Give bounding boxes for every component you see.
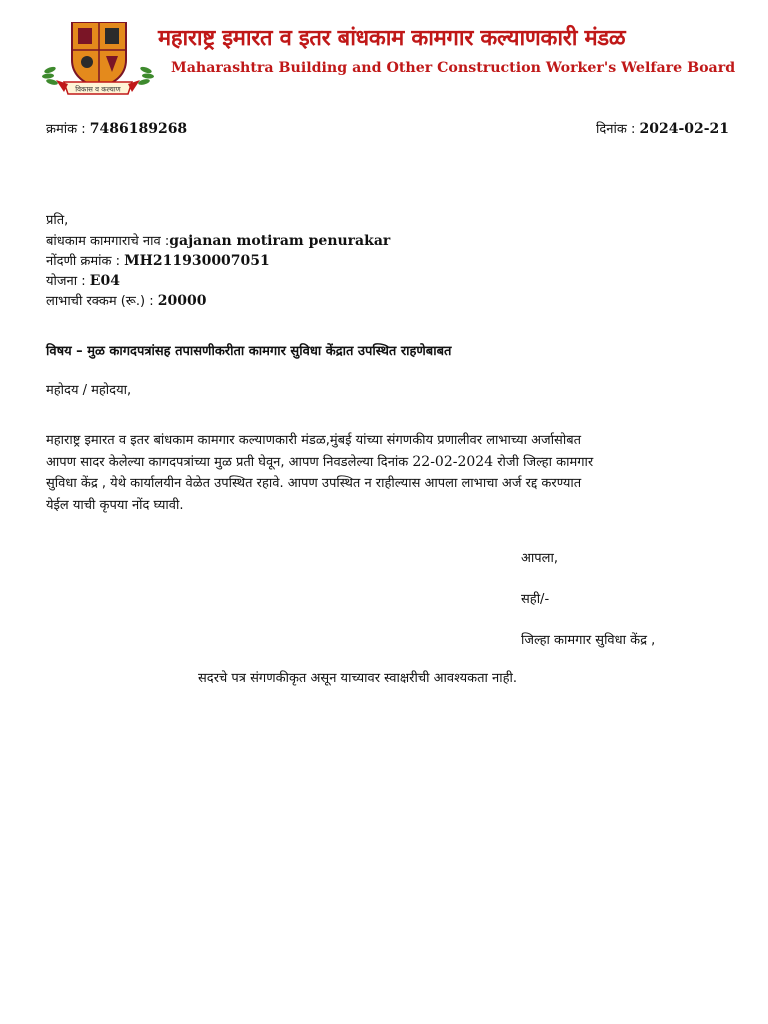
reference-number-label: क्रमांक : xyxy=(46,122,90,137)
body-line-2-start: आपण सादर केलेल्या कागदपत्रांच्या मुळ प्रती घेवून, आपण निवडलेल्या दिनांक xyxy=(46,454,413,470)
letter-date-value: 2024-02-21 xyxy=(639,121,730,137)
salutation: महोदय / महोदया, xyxy=(46,383,132,398)
board-title-marathi: महाराष्ट्र इमारत व इतर बांधकाम कामगार कल्याणकारी मंडळ xyxy=(158,26,626,51)
worker-name-value: gajanan motiram penurakar xyxy=(169,233,391,249)
letter-subject: विषय – मुळ कागदपत्रांसह तपासणीकरीता कामगार सुविधा केंद्रात उपस्थित राहणेबाबत xyxy=(46,344,452,359)
worker-name-label: बांधकाम कामगाराचे नाव : xyxy=(46,234,170,249)
closing-yours: आपला, xyxy=(521,551,558,566)
body-line-1: महाराष्ट्र इमारत व इतर बांधकाम कामगार कल्याणकारी मंडळ,मुंबई यांच्या संगणकीय प्रणालीवर लाभाच्या अर्जासोबत xyxy=(46,433,582,448)
letter-date-label: दिनांक : xyxy=(596,122,640,137)
benefit-amount-value: 20000 xyxy=(157,293,207,309)
appointment-date: 22-02-2024 xyxy=(412,453,494,470)
board-emblem-logo xyxy=(42,22,154,96)
reference-number-value: 7486189268 xyxy=(89,121,188,137)
benefit-amount xyxy=(46,291,206,312)
board-title-english: Maharashtra Building and Other Construction Worker's Welfare Board xyxy=(171,60,736,76)
body-line-3: सुविधा केंद्र , येथे कार्यालयीन वेळेत उपस्थित रहावे. आपण उपस्थित न राहील्यास आपला लाभाचा अर्ज रद्द करण्यात xyxy=(46,476,582,491)
benefit-amount-label: लाभाची रक्कम (रू.) : xyxy=(46,294,158,309)
letter-date xyxy=(596,119,729,140)
registration-number-label: नोंदणी क्रमांक : xyxy=(46,254,125,269)
closing-signature: सही/- xyxy=(521,592,550,607)
computer-generated-note: सदरचे पत्र संगणकीकृत असून याच्यावर स्वाक्षरीची आवश्यकता नाही. xyxy=(198,671,518,686)
body-line-4: येईल याची कृपया नोंद घ्यावी. xyxy=(46,497,184,513)
reference-number xyxy=(46,119,187,140)
registration-number xyxy=(46,251,270,272)
scheme xyxy=(46,271,120,292)
letter-body xyxy=(46,430,686,516)
scheme-value: E04 xyxy=(89,273,120,289)
scheme-label: योजना : xyxy=(46,274,90,289)
body-line-2 xyxy=(46,452,686,474)
logo-motto-text: विकास व कल्याण xyxy=(75,85,121,94)
registration-number-value: MH211930007051 xyxy=(124,253,270,269)
closing-office: जिल्हा कामगार सुविधा केंद्र , xyxy=(521,633,656,648)
worker-name xyxy=(46,231,390,252)
body-line-2-end: रोजी जिल्हा कामगार xyxy=(493,454,594,470)
recipient-to: प्रति, xyxy=(46,213,69,228)
